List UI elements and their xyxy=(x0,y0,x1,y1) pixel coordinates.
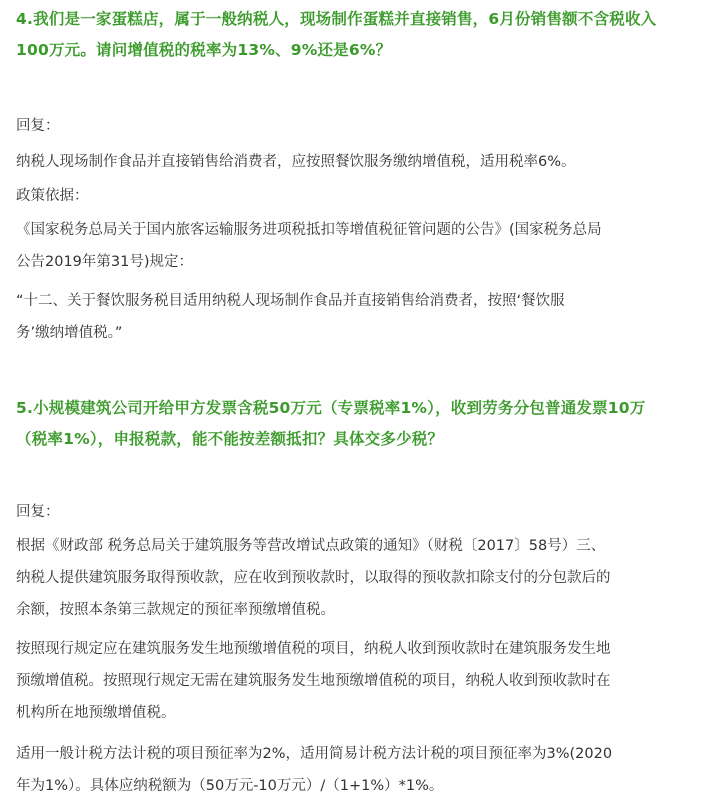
policy-document-citation xyxy=(16,214,704,278)
question-4-heading xyxy=(16,4,704,66)
answer-5-p1-line-2: 纳税人提供建筑服务取得预收款，应在收到预收款时，以取得的预收款扣除支付的分包款后的 xyxy=(16,570,611,586)
question-4-line-2: 100万元。请问增值税的税率为13%、9%还是6%？ xyxy=(16,41,392,59)
answer-5-p2-line-1: 按照现行规定应在建筑服务发生地预缴增值税的项目，纳税人收到预收款时在建筑服务发生地 xyxy=(16,641,611,657)
answer-5-p1-line-1: 根据《财政部 税务总局关于建筑服务等营改增试点政策的通知》（财税〔2017〕58号）三、 xyxy=(16,538,606,554)
policy-document-line-2: 公告2019年第31号)规定： xyxy=(16,254,194,270)
policy-basis-label: 政策依据： xyxy=(16,188,89,204)
answer-5-p3-line-2: 年为1%）。具体应纳税额为（50万元-10万元）/（1+1%）*1%。 xyxy=(16,778,444,794)
question-4-line-1: 4.我们是一家蛋糕店，属于一般纳税人，现场制作蛋糕并直接销售，6月份销售额不含税收入 xyxy=(16,10,657,28)
reply-label-5: 回复： xyxy=(16,504,60,520)
policy-quote xyxy=(16,285,704,349)
answer-4-text: 纳税人现场制作食品并直接销售给消费者，应按照餐饮服务缴纳增值税，适用税率6%。 xyxy=(16,154,576,170)
question-5-line-2: （税率1%），申报税款，能不能按差额抵扣？具体交多少税？ xyxy=(16,430,444,448)
reply-label-4: 回复： xyxy=(16,118,60,134)
policy-quote-line-2: 务’缴纳增值税。” xyxy=(16,325,123,341)
answer-5-paragraph-2 xyxy=(16,633,704,729)
answer-5-p3-line-1: 适用一般计税方法计税的项目预征率为2%，适用简易计税方法计税的项目预征率为3%(2020 xyxy=(16,746,613,762)
answer-5-p2-line-3: 机构所在地预缴增值税。 xyxy=(16,705,176,721)
answer-5-paragraph-1 xyxy=(16,530,704,626)
policy-quote-line-1: “十二、关于餐饮服务税目适用纳税人现场制作食品并直接销售给消费者，按照‘餐饮服 xyxy=(16,293,565,309)
question-5-heading xyxy=(16,393,704,455)
answer-5-p2-line-2: 预缴增值税。按照现行规定无需在建筑服务发生地预缴增值税的项目，纳税人收到预收款时在 xyxy=(16,673,611,689)
policy-document-line-1: 《国家税务总局关于国内旅客运输服务进项税抵扣等增值税征管问题的公告》(国家税务总局 xyxy=(16,222,602,238)
answer-5-p1-line-3: 余额，按照本条第三款规定的预征率预缴增值税。 xyxy=(16,602,335,618)
answer-5-paragraph-3 xyxy=(16,738,704,802)
question-5-line-1: 5.小规模建筑公司开给甲方发票含税50万元（专票税率1%），收到劳务分包普通发票10万 xyxy=(16,399,646,417)
